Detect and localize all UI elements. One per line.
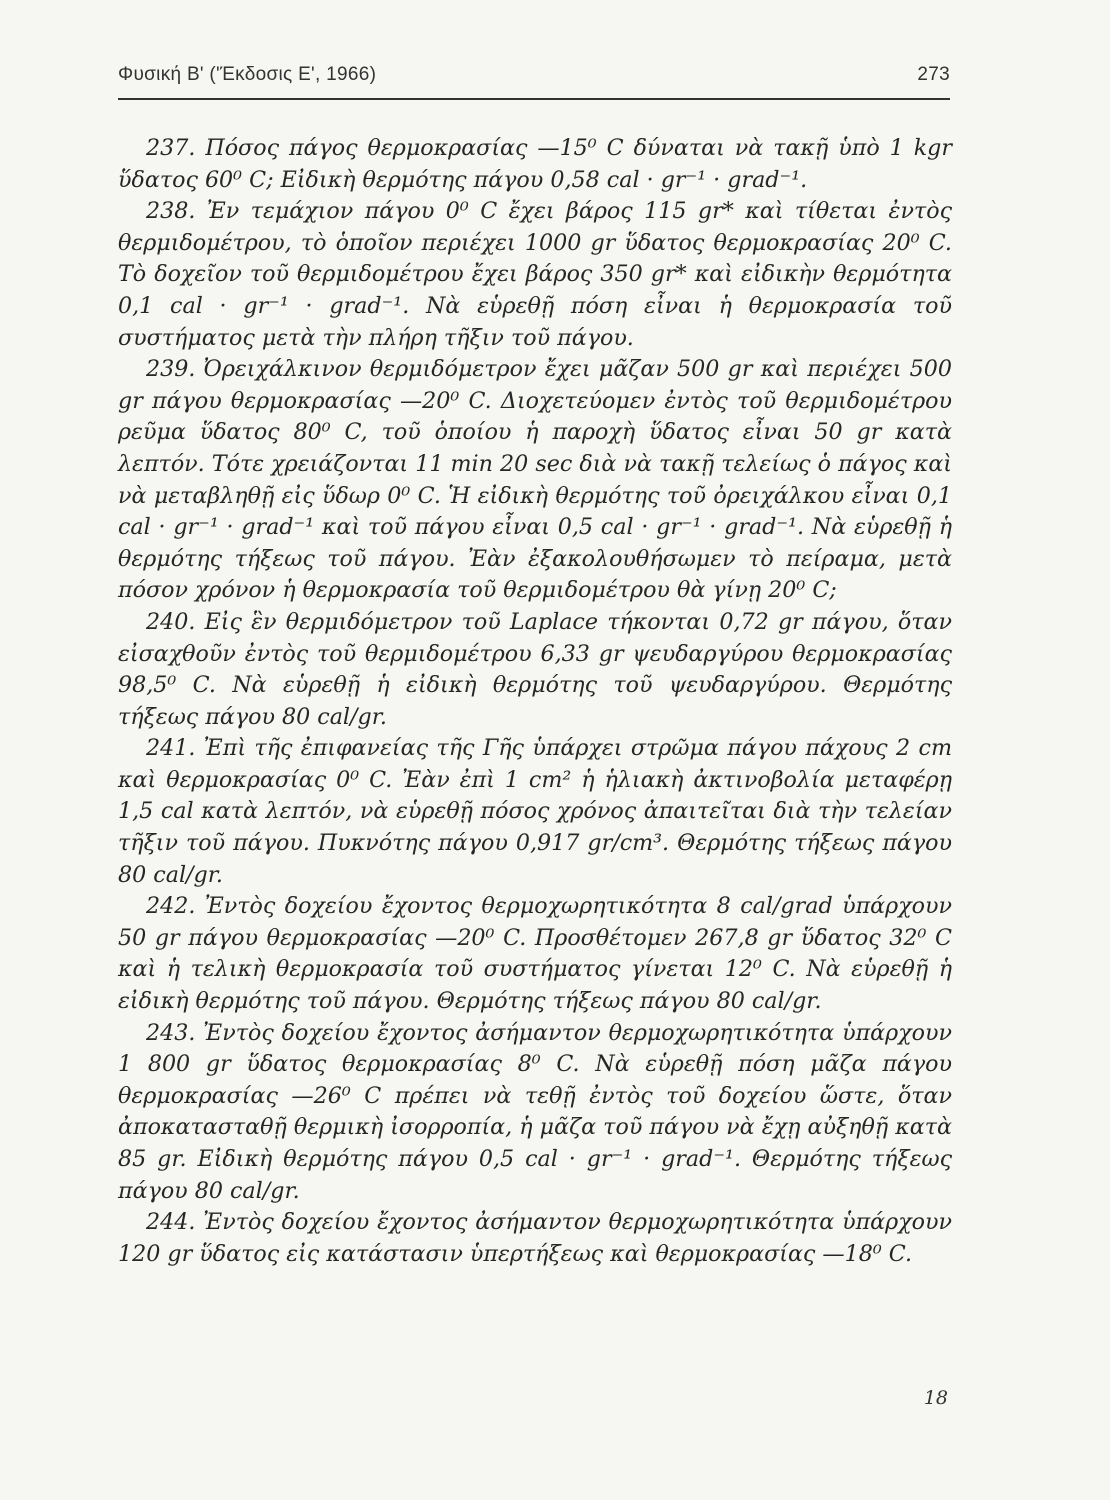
problem-239: 239. Ὀρειχάλκινον θερμιδόμετρον ἔχει μᾶζαν 500 gr καὶ περιέχει 500 gr πάγου θερμοκρασίας —20⁰ C. Διοχετεύομεν ἐντὸς τοῦ θερμιδομέτρου ρεῦμα ὕδατος 80⁰ C, τοῦ ὁποίου ἡ παροχὴ ὕδατος εἶναι 50 gr κατὰ λεπτόν. Τότε χρειάζονται 11 min 20 sec διὰ νὰ τακῇ τελείως ὁ πάγος καὶ νὰ μεταβληθῇ εἰς ὕδωρ 0⁰ C. Ἡ εἰδικὴ θερμότης τοῦ ὀρειχάλκου εἶναι 0,1 cal · gr⁻¹ · grad⁻¹ καὶ τοῦ πάγου εἶναι 0,5 cal · gr⁻¹ · grad⁻¹. Νὰ εὑρεθῇ ἡ θερμότης τήξεως τοῦ πάγου. Ἐὰν ἐξακολουθήσωμεν τὸ πείραμα, μετὰ πόσον χρόνον ἡ θερμοκρασία τοῦ θερμιδομέτρου θὰ γίνῃ 20⁰ C; <box>118 356 952 604</box>
problem-list <box>118 133 952 1270</box>
running-header <box>118 64 950 94</box>
running-title: Φυσική Β' ('Έκδοσις Ε', 1966) <box>118 64 377 85</box>
problem-240: 240. Εἰς ἓν θερμιδόμετρον τοῦ Laplace τήκονται 0,72 gr πάγου, ὅταν εἰσαχθοῦν ἐντὸς τοῦ θερμιδομέτρου 6,33 gr ψευδαργύρου θερμοκρασίας 98,5⁰ C. Νὰ εὑρεθῇ ἡ εἰδικὴ θερμότης τοῦ ψευδαργύρου. Θερμότης τήξεως πάγου 80 cal/gr. <box>118 608 952 730</box>
problem-242: 242. Ἐντὸς δοχείου ἔχοντος θερμοχωρητικότητα 8 cal/grad ὑπάρχουν 50 gr πάγου θερμοκρασίας —20⁰ C. Προσθέτομεν 267,8 gr ὕδατος 32⁰ C καὶ ἡ τελικὴ θερμοκρασία τοῦ συστήματος γίνεται 12⁰ C. Νὰ εὑρεθῇ ἡ εἰδικὴ θερμότης τοῦ πάγου. Θερμότης τήξεως πάγου 80 cal/gr. <box>118 893 952 1015</box>
problem-237: 237. Πόσος πάγος θερμοκρασίας —15⁰ C δύναται νὰ τακῇ ὑπὸ 1 kgr ὕδατος 60⁰ C; Εἰδικὴ θερμότης πάγου 0,58 cal · gr⁻¹ · grad⁻¹. <box>118 135 952 193</box>
signature-mark: 18 <box>923 1387 948 1409</box>
header-rule <box>118 98 950 100</box>
problem-243: 243. Ἐντὸς δοχείου ἔχοντος ἀσήμαντον θερμοχωρητικότητα ὑπάρχουν 1 800 gr ὕδατος θερμοκρασίας 8⁰ C. Νὰ εὑρεθῇ πόση μᾶζα πάγου θερμοκρασίας —26⁰ C πρέπει νὰ τεθῇ ἐντὸς τοῦ δοχείου ὥστε, ὅταν ἀποκατασταθῇ θερμικὴ ἰσορροπία, ἡ μᾶζα τοῦ πάγου νὰ ἔχῃ αὐξηθῇ κατὰ 85 gr. Εἰδικὴ θερμότης πάγου 0,5 cal · gr⁻¹ · grad⁻¹. Θερμότης τήξεως πάγου 80 cal/gr. <box>118 1019 952 1204</box>
page-number: 273 <box>917 64 950 85</box>
problem-244: 244. Ἐντὸς δοχείου ἔχοντος ἀσήμαντον θερμοχωρητικότητα ὑπάρχουν 120 gr ὕδατος εἰς κατάστασιν ὑπερτήξεως καὶ θερμοκρασίας —18⁰ C. <box>118 1209 952 1267</box>
problem-241: 241. Ἐπὶ τῆς ἐπιφανείας τῆς Γῆς ὑπάρχει στρῶμα πάγου πάχους 2 cm καὶ θερμοκρασίας 0⁰ C. Ἐὰν ἐπὶ 1 cm² ἡ ἡλιακὴ ἀκτινοβολία μεταφέρῃ 1,5 cal κατὰ λεπτόν, νὰ εὑρεθῇ πόσος χρόνος ἀπαιτεῖται διὰ τὴν τελείαν τῆξιν τοῦ πάγου. Πυκνότης πάγου 0,917 gr/cm³. Θερμότης τήξεως πάγου 80 cal/gr. <box>118 735 952 888</box>
problem-238: 238. Ἐν τεμάχιον πάγου 0⁰ C ἔχει βάρος 115 gr* καὶ τίθεται ἐντὸς θερμιδομέτρου, τὸ ὁποῖον περιέχει 1000 gr ὕδατος θερμοκρασίας 20⁰ C. Τὸ δοχεῖον τοῦ θερμιδομέτρου ἔχει βάρος 350 gr* καὶ εἰδικὴν θερμότητα 0,1 cal · gr⁻¹ · grad⁻¹. Νὰ εὑρεθῇ πόση εἶναι ἡ θερμοκρασία τοῦ συστήματος μετὰ τὴν πλήρη τῆξιν τοῦ πάγου. <box>118 198 952 351</box>
